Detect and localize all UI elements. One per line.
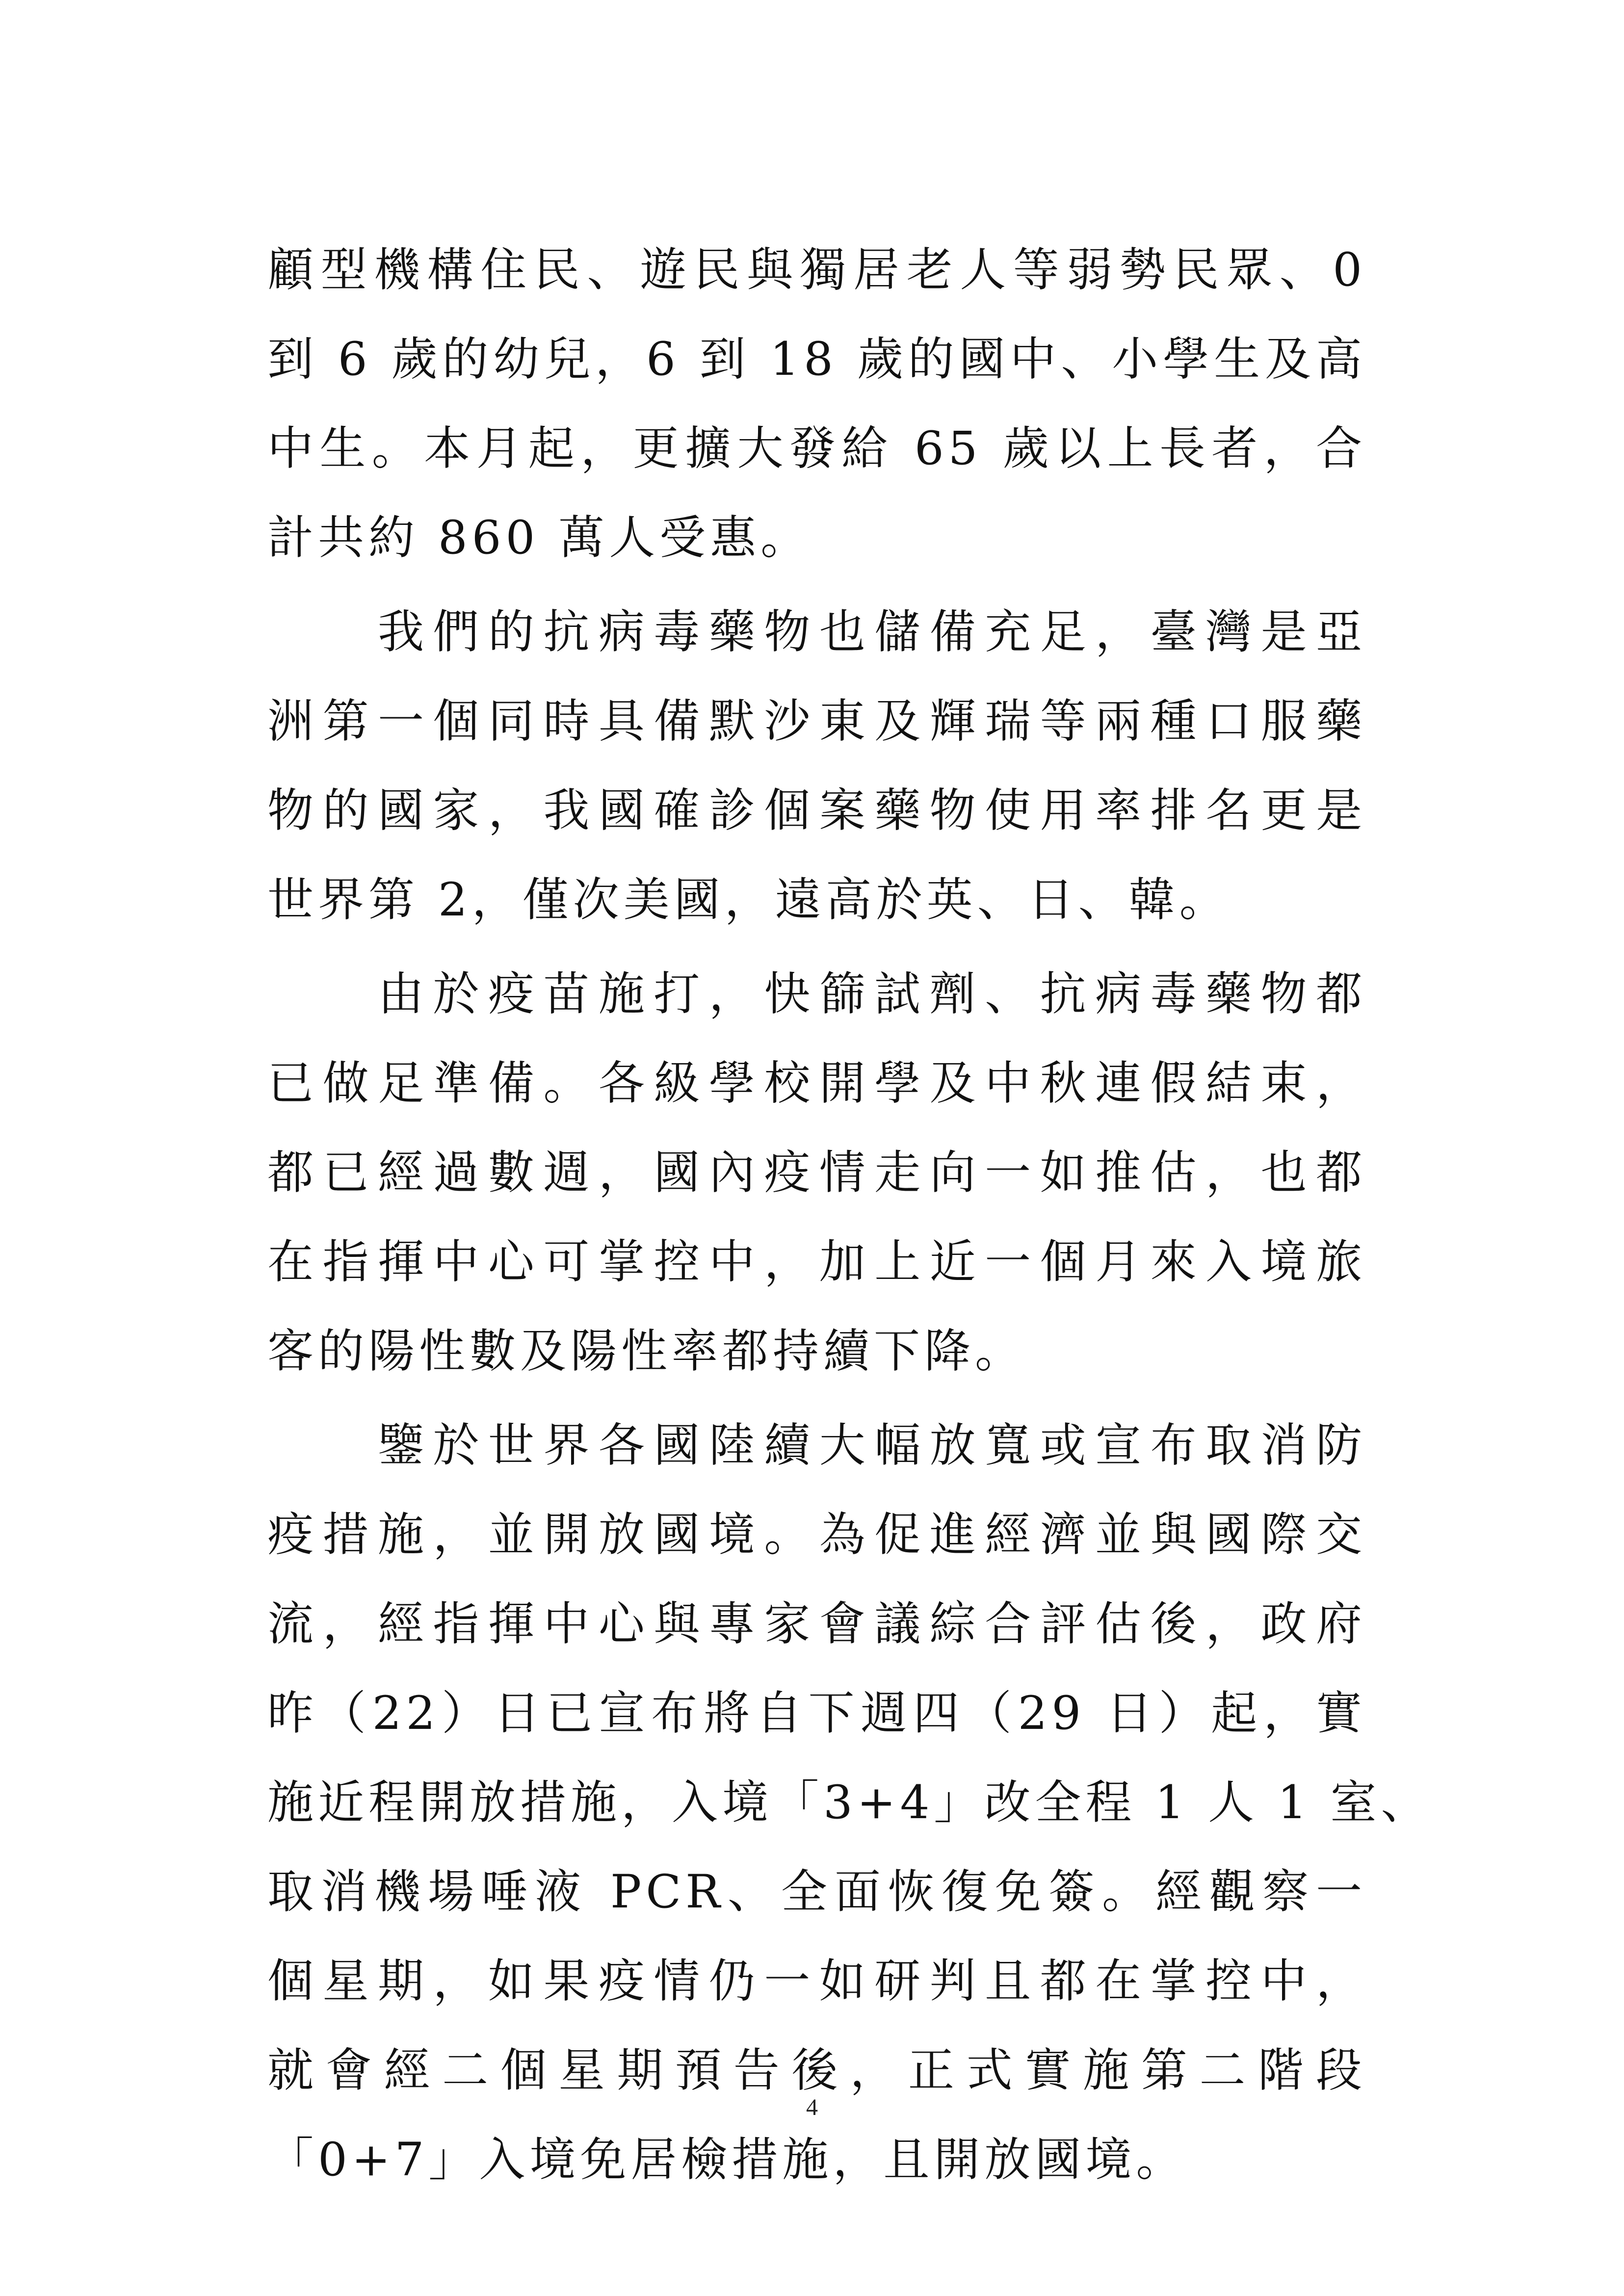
text-line: 「0+7」入境免居檢措施，且開放國境。 xyxy=(267,2133,1187,2187)
text-line: 我們的抗病毒藥物也儲備充足，臺灣是亞 xyxy=(267,605,1366,659)
paragraph-3 xyxy=(267,950,1366,1396)
text-line: 鑒於世界各國陸續大幅放寬或宣布取消防 xyxy=(267,1419,1366,1472)
text-line: 都已經過數週，國內疫情走向一如推估，也都 xyxy=(267,1146,1366,1200)
paragraph-4 xyxy=(267,1401,1432,2205)
text-line: 就會經二個星期預告後，正式實施第二階段 xyxy=(267,2044,1366,2097)
text-line: 疫措施，並開放國境。為促進經濟並與國際交 xyxy=(267,1508,1366,1562)
text-line: 中生。本月起，更擴大發給 65 歲以上長者，合 xyxy=(267,422,1366,475)
text-line: 客的陽性數及陽性率都持續下降。 xyxy=(267,1325,1026,1378)
text-line: 到 6 歲的幼兒，6 到 18 歲的國中、小學生及高 xyxy=(267,333,1366,386)
text-line: 計共約 860 萬人受惠。 xyxy=(267,511,812,565)
text-line: 流，經指揮中心與專家會議綜合評估後，政府 xyxy=(267,1597,1366,1651)
body-text xyxy=(267,226,1432,2210)
text-line: 在指揮中心可掌控中，加上近一個月來入境旅 xyxy=(267,1235,1366,1289)
page-number: 4 xyxy=(806,2094,818,2120)
paragraph-1 xyxy=(267,226,1366,583)
text-line: 洲第一個同時具備默沙東及輝瑞等兩種口服藥 xyxy=(267,695,1366,748)
text-line: 昨（22）日已宣布將自下週四（29 日）起，實 xyxy=(267,1687,1366,1740)
text-line: 取消機場唾液 PCR、全面恢復免簽。經觀察一 xyxy=(267,1865,1366,1919)
text-line: 顧型機構住民、遊民與獨居老人等弱勢民眾、0 xyxy=(267,243,1366,297)
text-line: 已做足準備。各級學校開學及中秋連假結束， xyxy=(267,1057,1366,1110)
text-line: 物的國家，我國確診個案藥物使用率排名更是 xyxy=(267,784,1366,837)
text-line: 由於疫苗施打，快篩試劑、抗病毒藥物都 xyxy=(267,967,1366,1021)
text-line: 施近程開放措施，入境「3+4」改全程 1 人 1 室、 xyxy=(267,1776,1432,1829)
text-line: 個星期，如果疫情仍一如研判且都在掌控中， xyxy=(267,1955,1366,2008)
paragraph-2 xyxy=(267,588,1366,945)
text-line: 世界第 2，僅次美國，遠高於英、日、韓。 xyxy=(267,873,1230,927)
